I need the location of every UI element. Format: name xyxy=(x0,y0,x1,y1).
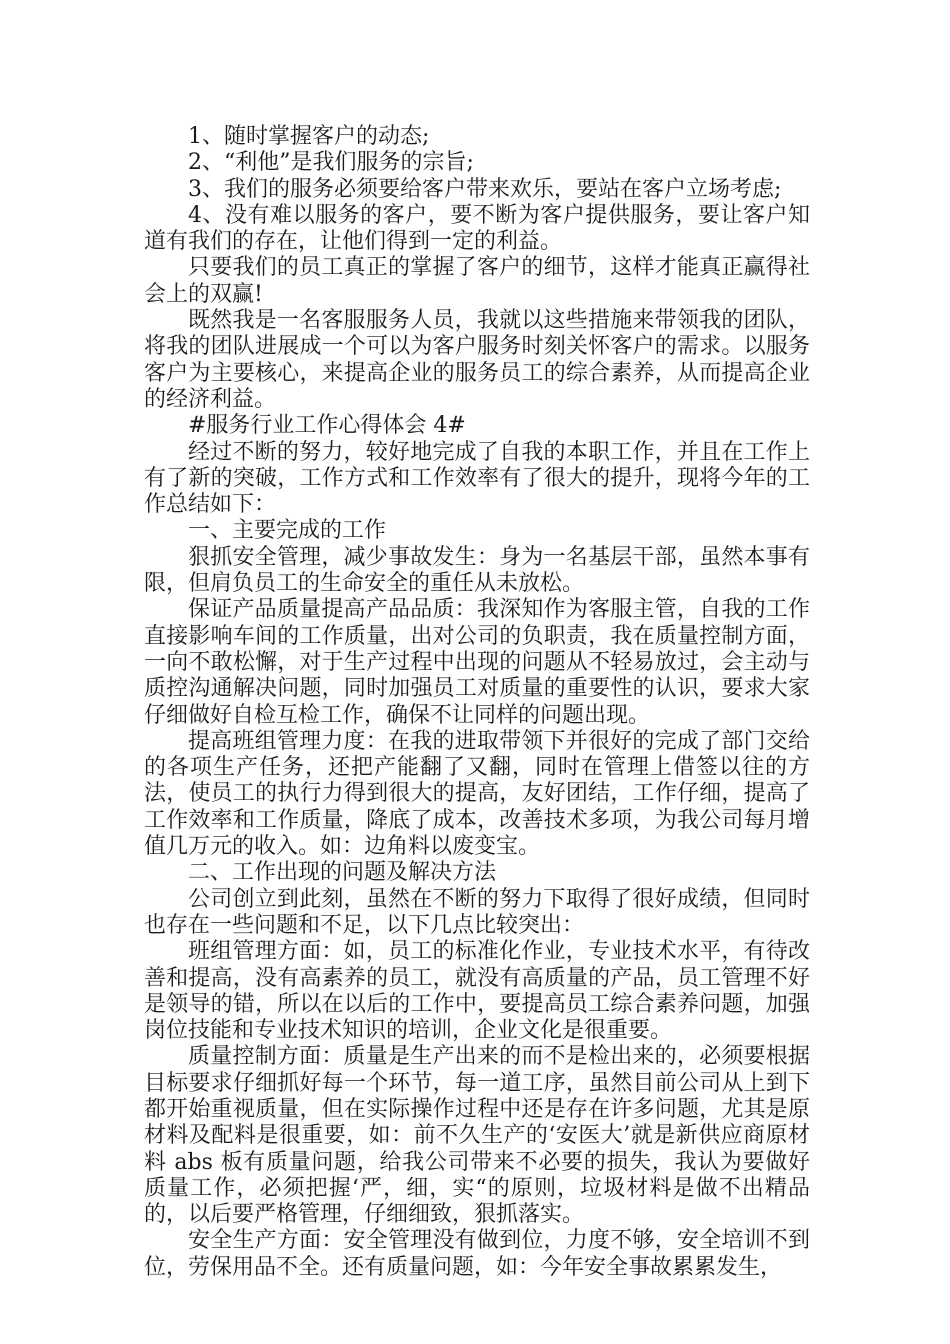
paragraph: 安全生产方面：安全管理没有做到位，力度不够，安全培训不到位，劳保用品不全。还有质量问题，如：今年安全事故累累发生， xyxy=(144,1228,810,1280)
paragraph: 班组管理方面：如，员工的标准化作业，专业技术水平，有待改善和提高，没有高素养的员工，就没有高质量的产品，员工管理不好是领导的错，所以在以后的工作中，要提高员工综合素养问题，加强岗位技能和专业技术知识的培训，企业文化是很重要。 xyxy=(144,939,810,1044)
paragraph: 提高班组管理力度：在我的进取带领下并很好的完成了部门交给的各项生产任务，还把产能翻了又翻，同时在管理上借签以往的方法，使员工的执行力得到很大的提高，友好团结，工作仔细，提高了工作效率和工作质量，降底了成本，改善技术多项，为我公司每月增值几万元的收入。如：边角料以废变宝。 xyxy=(144,728,810,860)
paragraph: 经过不断的努力，较好地完成了自我的本职工作，并且在工作上有了新的突破，工作方式和工作效率有了很大的提升，现将今年的工作总结如下： xyxy=(144,439,810,518)
paragraph: 既然我是一名客服服务人员，我就以这些措施来带领我的团队，将我的团队进展成一个可以为客户服务时刻关怀客户的需求。以服务客户为主要核心，来提高企业的服务员工的综合素养，从而提高企业的经济利益。 xyxy=(144,308,810,412)
paragraph: 质量控制方面：质量是生产出来的而不是检出来的，必须要根据目标要求仔细抓好每一个环节，每一道工序，虽然目前公司从上到下都开始重视质量，但在实际操作过程中还是存在许多问题，尤其是原材料及配料是很重要，如：前不久生产的‘安医大’就是新供应商原材料 abs 板有质量问题，给我公司带来不必要的损失，我认为要做好质量工作，必须把握‘严，细，实“的原则，垃圾材料是做不出精品的，以后要严格管理，仔细细致，狠抓落实。 xyxy=(144,1044,810,1228)
paragraph: 公司创立到此刻，虽然在不断的努力下取得了很好成绩，但同时也存在一些问题和不足，以下几点比较突出： xyxy=(144,886,810,938)
list-item: 2、“利他”是我们服务的宗旨; xyxy=(188,150,474,176)
paragraph: 保证产品质量提高产品品质：我深知作为客服主管，自我的工作直接影响车间的工作质量，出对公司的负职责，我在质量控制方面，一向不敢松懈，对于生产过程中出现的问题从不轻易放过，会主动与质控沟通解决问题，同时加强员工对质量的重要性的认识，要求大家仔细做好自检互检工作，确保不让同样的问题出现。 xyxy=(144,597,810,728)
paragraph: 只要我们的员工真正的掌握了客户的细节，这样才能真正赢得社会上的双赢! xyxy=(144,255,810,307)
section-heading: #服务行业工作心得体会 4# xyxy=(188,413,466,439)
document-page xyxy=(144,124,810,1281)
section-heading: 一、主要完成的工作 xyxy=(188,518,387,544)
section-heading: 二、工作出现的问题及解决方法 xyxy=(188,860,497,886)
list-item: 1、随时掌握客户的动态; xyxy=(188,124,430,149)
paragraph: 狠抓安全管理，减少事故发生：身为一名基层干部，虽然本事有限，但肩负员工的生命安全的重任从未放松。 xyxy=(144,544,810,597)
list-item: 3、我们的服务必须要给客户带来欢乐，要站在客户立场考虑; xyxy=(188,176,782,202)
list-item: 4、没有难以服务的客户，要不断为客户提供服务，要让客户知道有我们的存在，让他们得到一定的利益。 xyxy=(144,202,810,255)
